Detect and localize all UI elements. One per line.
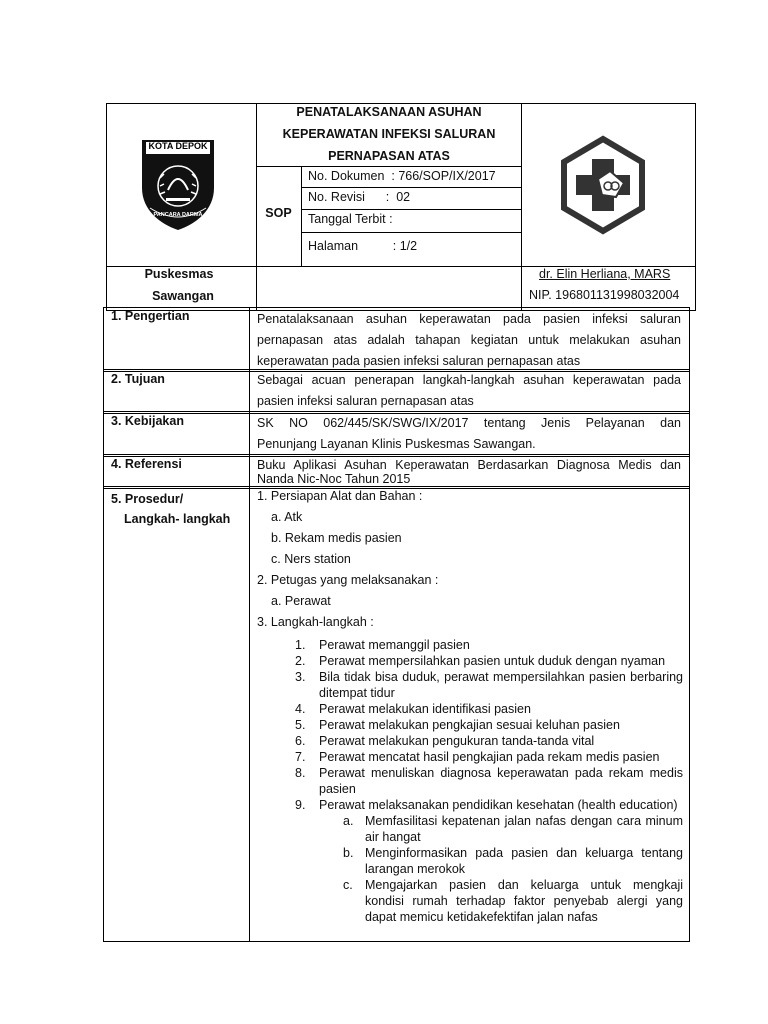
purpose-line: Sebagai acuan penerapan langkah-langkah asuhan keperawatan pada — [257, 373, 681, 387]
prep-item: b. Rekam medis pasien — [271, 531, 402, 545]
header-divider — [521, 103, 522, 311]
step-text: Perawat melaksanakan pendidikan kesehatan (health education) — [319, 798, 678, 812]
reference-label: 4. Referensi — [111, 457, 182, 471]
step-text: Bila tidak bisa duduk, perawat mempersilahkan pasien berbaring ditempat tidur — [319, 670, 683, 700]
logo-city-name: KOTA DEPOK — [148, 141, 208, 151]
step-text: Perawat mencatat hasil pengkajian pada rekam medis pasien — [319, 750, 660, 764]
step-number: 6. — [295, 734, 306, 748]
definition-line: Penatalaksanaan asuhan keperawatan pada pasien infeksi saluran — [257, 312, 681, 326]
step-number: 7. — [295, 750, 306, 764]
definition-text — [257, 309, 681, 372]
policy-line: Penunjang Layanan Klinis Puskesmas Sawangan. — [257, 437, 536, 451]
step-item — [257, 765, 683, 797]
document-number: No. Dokumen : 766/SOP/IX/2017 — [308, 169, 496, 183]
purpose-label: 2. Tujuan — [111, 372, 165, 386]
step-text: Perawat melakukan pengkajian sesuai keluhan pasien — [319, 718, 620, 732]
purpose-line: pasien infeksi saluran pernapasan atas — [257, 394, 474, 408]
step-item — [257, 669, 683, 701]
step-number: 3. — [295, 670, 306, 684]
prep-item: a. Atk — [271, 510, 303, 524]
organization-name — [106, 264, 256, 306]
prep-item: c. Ners station — [271, 552, 351, 566]
sop-label: SOP — [265, 206, 292, 220]
substep-item — [257, 845, 683, 877]
step-text: Perawat menuliskan diagnosa keperawatan pada rekam medis pasien — [319, 766, 683, 796]
title-line: KEPERAWATAN INFEKSI SALURAN — [282, 127, 496, 141]
step-item — [257, 653, 683, 669]
step-item — [257, 717, 683, 733]
issue-date: Tanggal Terbit : — [308, 212, 393, 226]
step-item — [257, 797, 683, 813]
purpose-text — [257, 370, 681, 412]
substep-text: Menginformasikan pada pasien dan keluarga tentang larangan merokok — [365, 846, 683, 876]
procedure-label-line: 5. Prosedur/ — [111, 492, 184, 506]
procedure-label — [111, 489, 230, 529]
reference-line: Buku Aplikasi Asuhan Keperawatan Berdasarkan Diagnosa Medis dan — [257, 458, 681, 472]
puskesmas-logo — [558, 135, 648, 235]
step-text: Perawat melakukan pengukuran tanda-tanda vital — [319, 734, 595, 748]
definition-line: keperawatan pada pasien infeksi saluran pernapasan atas — [257, 354, 581, 368]
step-item — [257, 749, 683, 765]
staff-item: a. Perawat — [271, 594, 331, 608]
steps-list — [257, 637, 683, 925]
page-number: Halaman : 1/2 — [308, 239, 418, 253]
prep-title: 1. Persiapan Alat dan Bahan : — [257, 489, 423, 503]
policy-line: SK NO 062/445/SK/SWG/IX/2017 tentang Jenis Pelayanan dan — [257, 416, 681, 430]
step-number: 5. — [295, 718, 306, 732]
step-number: 4. — [295, 702, 306, 716]
substep-text: Memfasilitasi kepatenan jalan nafas dengan cara minum air hangat — [365, 814, 683, 844]
step-text: Perawat memanggil pasien — [319, 638, 470, 652]
step-number: 2. — [295, 654, 306, 668]
substep-letter: a. — [343, 814, 354, 828]
policy-text — [257, 413, 681, 455]
header-divider — [301, 232, 521, 233]
reference-text — [257, 458, 681, 486]
procedure-label-line: Langkah- langkah — [124, 512, 231, 526]
step-item — [257, 701, 683, 717]
signer-nip: NIP. 196801131998032004 — [529, 288, 680, 302]
title-line: PERNAPASAN ATAS — [328, 149, 450, 163]
revision-number: No. Revisi : 02 — [308, 190, 411, 204]
header-divider — [301, 166, 302, 266]
substep-letter: c. — [343, 878, 353, 892]
step-text: Perawat mempersilahkan pasien untuk duduk dengan nyaman — [319, 654, 666, 668]
org-line: Sawangan — [152, 289, 214, 303]
substep-text: Mengajarkan pasien dan keluarga untuk mengkaji kondisi rumah terhadap faktor penyebab alergi yang dapat memicu ketidakefektifan jalan nafas — [365, 878, 683, 924]
step-number: 1. — [295, 638, 306, 652]
title-line: PENATALAKSANAAN ASUHAN — [296, 105, 482, 119]
org-line: Puskesmas — [144, 267, 214, 281]
reference-line: Nanda Nic-Noc Tahun 2015 — [257, 472, 411, 486]
step-item — [257, 637, 683, 653]
policy-label: 3. Kebijakan — [111, 414, 184, 428]
content-divider — [249, 307, 250, 942]
step-text: Perawat melakukan identifikasi pasien — [319, 702, 531, 716]
staff-title: 2. Petugas yang melaksanakan : — [257, 573, 439, 587]
substep-letter: b. — [343, 846, 354, 860]
document-title — [258, 102, 520, 166]
signer-name: dr. Elin Herliana, MARS — [539, 267, 671, 281]
step-number: 9. — [295, 798, 306, 812]
definition-line: pernapasan atas adalah tahapan kegiatan untuk melakukan asuhan — [257, 333, 681, 347]
substep-item — [257, 813, 683, 845]
step-number: 8. — [295, 766, 306, 780]
steps-title: 3. Langkah-langkah : — [257, 615, 374, 629]
substep-item — [257, 877, 683, 925]
logo-motto: PANCARA DARMA — [153, 212, 203, 218]
procedure-content — [257, 486, 683, 925]
step-item — [257, 733, 683, 749]
definition-label: 1. Pengertian — [111, 309, 190, 323]
